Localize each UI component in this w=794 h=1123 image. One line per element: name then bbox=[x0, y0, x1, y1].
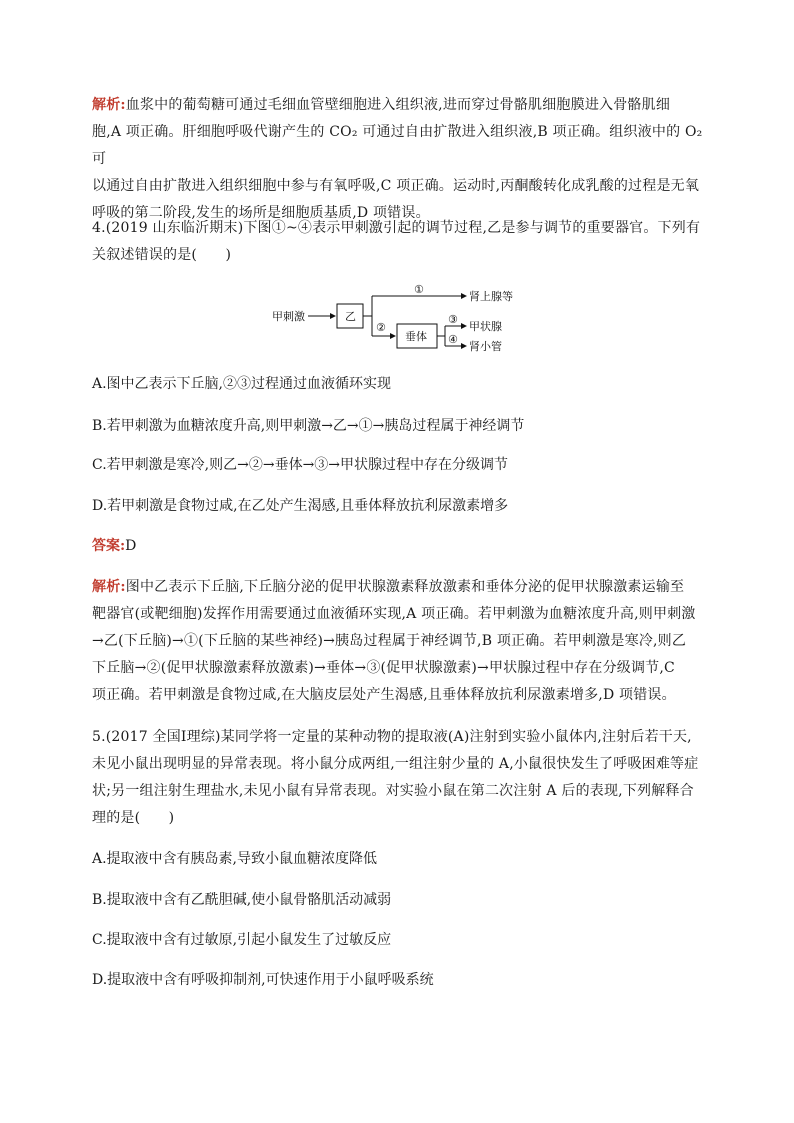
diagram-path1-label: ① bbox=[414, 283, 424, 296]
q4-option-c: C.若甲刺激是寒冷,则乙→②→垂体→③→甲状腺过程中存在分级调节 bbox=[92, 457, 509, 473]
q3-analysis bbox=[92, 92, 712, 227]
q3-analysis-label: 解析: bbox=[92, 97, 126, 113]
q5-option-a: A.提取液中含有胰岛素,导致小鼠血糖浓度降低 bbox=[92, 851, 378, 867]
q4-answer-label: 答案: bbox=[92, 538, 126, 554]
diagram-target3-label: 甲状腺 bbox=[469, 320, 502, 333]
regulation-diagram bbox=[270, 282, 530, 354]
diagram-organ-label: 乙 bbox=[345, 310, 356, 323]
q4-analysis-line: 下丘脑→②(促甲状腺激素释放激素)→垂体→③(促甲状腺激素)→甲状腺过程中存在分级调节,C bbox=[92, 660, 675, 676]
diagram-pituitary-label: 垂体 bbox=[405, 330, 427, 343]
q4-option-b: B.若甲刺激为血糖浓度升高,则甲刺激→乙→①→胰岛过程属于神经调节 bbox=[92, 418, 525, 434]
q5-option-c: C.提取液中含有过敏原,引起小鼠发生了过敏反应 bbox=[92, 932, 392, 948]
q4-answer bbox=[92, 536, 136, 556]
q3-analysis-line: 胞,A 项正确。肝细胞呼吸代谢产生的 CO₂ 可通过自由扩散进入组织液,B 项正确。组织液中的 O₂ 可 bbox=[92, 124, 703, 167]
diagram-arrowhead-stimulus bbox=[330, 313, 336, 319]
q5-stem bbox=[92, 724, 712, 832]
diagram-path3-label: ③ bbox=[448, 313, 458, 326]
q3-analysis-line: 以通过自由扩散进入组织细胞中参与有氧呼吸,C 项正确。运动时,丙酮酸转化成乳酸的过程是无氧 bbox=[92, 178, 700, 194]
q3-analysis-line: 呼吸的第二阶段,发生的场所是细胞质基质,D 项错误。 bbox=[92, 205, 430, 221]
q4-analysis-line: 靶器官(或靶细胞)发挥作用需要通过血液循环实现,A 项正确。若甲刺激为血糖浓度升高,则甲刺激 bbox=[92, 606, 696, 622]
diagram-target1-label: 肾上腺等 bbox=[469, 290, 513, 303]
diagram-stimulus-label: 甲刺激 bbox=[272, 310, 305, 323]
diagram-arrowhead-path3 bbox=[461, 323, 467, 329]
q4-analysis-label: 解析: bbox=[92, 579, 126, 595]
diagram-path2-label: ② bbox=[376, 321, 386, 334]
q5-stem-line: 未见小鼠出现明显的异常表现。将小鼠分成两组,一组注射少量的 A,小鼠很快发生了呼吸困难等症 bbox=[92, 756, 699, 772]
q5-stem-line: 5.(2017 全国Ⅰ理综)某同学将一定量的某种动物的提取液(A)注射到实验小鼠体内,注射后若干天, bbox=[92, 729, 692, 745]
q4-stem bbox=[92, 215, 712, 269]
q4-analysis-line: →乙(下丘脑)→①(下丘脑的某些神经)→胰岛过程属于神经调节,B 项正确。若甲刺激是寒冷,则乙 bbox=[92, 633, 687, 649]
q4-stem-line: 4.(2019 山东临沂期末)下图①~④表示甲刺激引起的调节过程,乙是参与调节的重要器官。下列有 bbox=[92, 220, 701, 236]
diagram-target4-label: 肾小管 bbox=[469, 340, 502, 353]
q3-analysis-line: 血浆中的葡萄糖可通过毛细血管壁细胞进入组织液,进而穿过骨骼肌细胞膜进入骨骼肌细 bbox=[125, 97, 671, 113]
diagram-arrowhead-path2 bbox=[390, 333, 396, 339]
q4-stem-line: 关叙述错误的是( ) bbox=[92, 247, 232, 263]
q5-option-b: B.提取液中含有乙酰胆碱,使小鼠骨骼肌活动减弱 bbox=[92, 892, 392, 908]
diagram-arrowhead-path1 bbox=[461, 293, 467, 299]
q4-analysis bbox=[92, 574, 712, 709]
diagram-arrowhead-path4 bbox=[461, 343, 467, 349]
q4-option-d: D.若甲刺激是食物过咸,在乙处产生渴感,且垂体释放抗利尿激素增多 bbox=[92, 498, 509, 514]
q4-analysis-line: 图中乙表示下丘脑,下丘脑分泌的促甲状腺激素释放激素和垂体分泌的促甲状腺激素运输至 bbox=[125, 579, 685, 595]
diagram-path4-label: ④ bbox=[448, 333, 458, 346]
q5-option-d: D.提取液中含有呼吸抑制剂,可快速作用于小鼠呼吸系统 bbox=[92, 972, 434, 988]
q4-analysis-line: 项正确。若甲刺激是食物过咸,在大脑皮层处产生渴感,且垂体释放抗利尿激素增多,D 项错误。 bbox=[92, 687, 676, 703]
q4-option-a: A.图中乙表示下丘脑,②③过程通过血液循环实现 bbox=[92, 376, 392, 392]
q4-answer-value: D bbox=[125, 538, 137, 554]
q5-stem-line: 状;另一组注射生理盐水,未见小鼠有异常表现。对实验小鼠在第二次注射 A 后的表现,下列解释合 bbox=[92, 783, 694, 799]
q5-stem-line: 理的是( ) bbox=[92, 810, 175, 826]
